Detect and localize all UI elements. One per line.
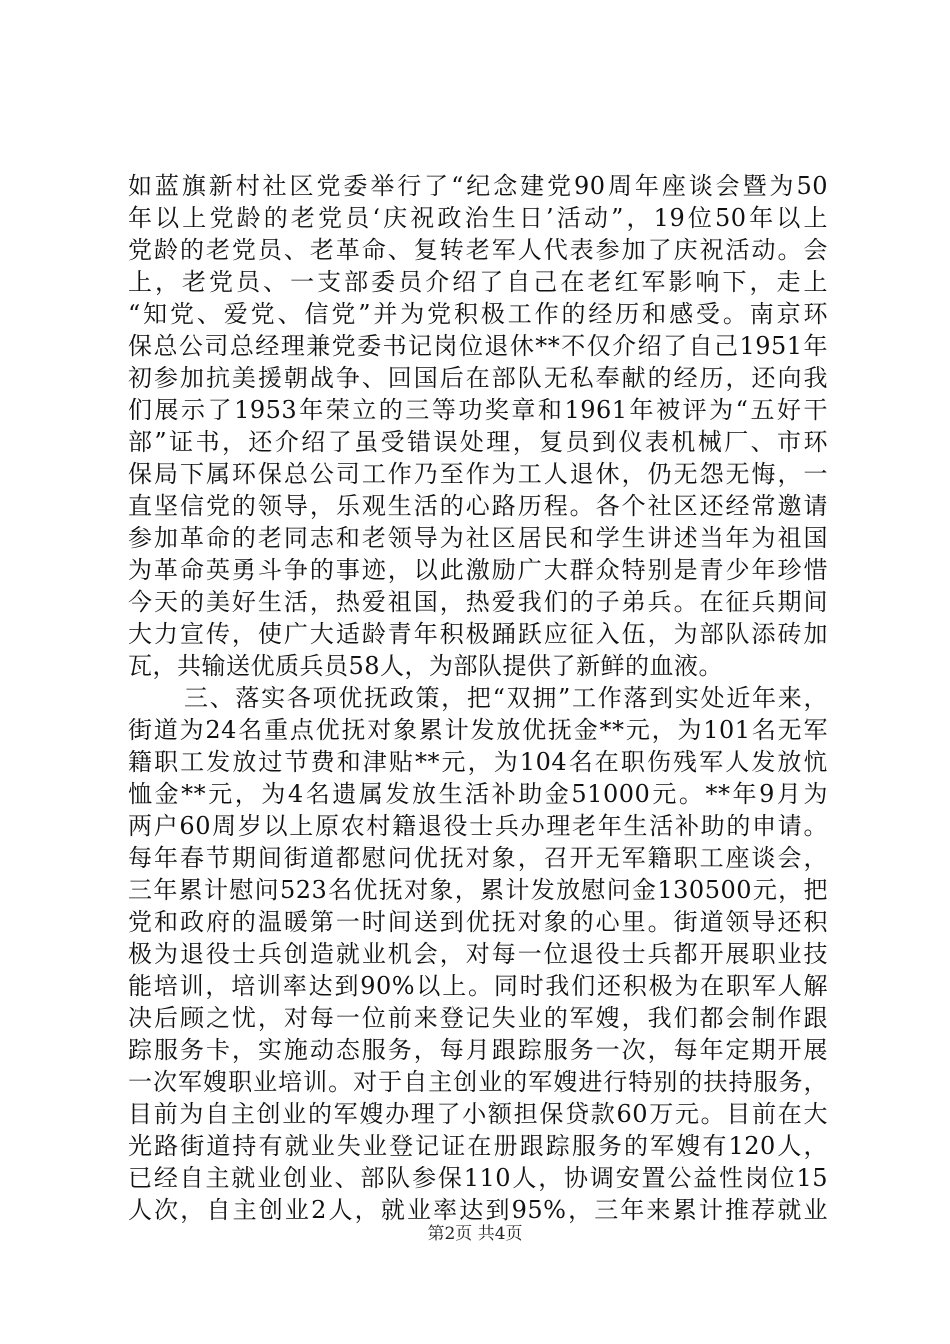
text-line: 目前为自主创业的军嫂办理了小额担保贷款60万元。目前在大 xyxy=(128,1100,828,1128)
text-line: 已经自主就业创业、部队参保110人，协调安置公益性岗位15 xyxy=(128,1164,828,1192)
text-line: 党龄的老党员、老革命、复转老军人代表参加了庆祝活动。会 xyxy=(128,236,828,264)
text-line: 三年累计慰问523名优抚对象，累计发放慰问金130500元，把 xyxy=(128,876,828,904)
text-line: 部”证书，还介绍了虽受错误处理，复员到仪表机械厂、市环 xyxy=(128,428,828,456)
text-line: 每年春节期间街道都慰问优抚对象，召开无军籍职工座谈会， xyxy=(128,844,828,872)
text-line: 一次军嫂职业培训。对于自主创业的军嫂进行特别的扶持服务， xyxy=(128,1068,828,1096)
text-line: 今天的美好生活，热爱祖国，热爱我们的子弟兵。在征兵期间 xyxy=(128,588,828,616)
text-line: “知党、爱党、信党”并为党积极工作的经历和感受。南京环 xyxy=(128,300,828,328)
text-line: 初参加抗美援朝战争、回国后在部队无私奉献的经历，还向我 xyxy=(128,364,828,392)
text-line: 决后顾之忧，对每一位前来登记失业的军嫂，我们都会制作跟 xyxy=(128,1004,828,1032)
page-number-footer: 第2页 共4页 xyxy=(427,1224,523,1244)
text-line: 保总公司总经理兼党委书记岗位退休**不仅介绍了自己1951年 xyxy=(128,332,828,360)
text-line: 直坚信党的领导，乐观生活的心路历程。各个社区还经常邀请 xyxy=(128,492,828,520)
text-line: 为革命英勇斗争的事迹，以此激励广大群众特别是青少年珍惜 xyxy=(128,556,828,584)
text-line: 大力宣传，使广大适龄青年积极踊跃应征入伍，为部队添砖加 xyxy=(128,620,828,648)
text-line: 们展示了1953年荣立的三等功奖章和1961年被评为“五好干 xyxy=(128,396,828,424)
text-line: 人次，自主创业2人，就业率达到95%，三年来累计推荐就业 xyxy=(128,1196,828,1224)
text-line: 籍职工发放过节费和津贴**元，为104名在职伤残军人发放忼 xyxy=(128,748,828,776)
text-line: 参加革命的老同志和老领导为社区居民和学生讲述当年为祖国 xyxy=(128,524,828,552)
body-text xyxy=(128,170,828,1226)
text-line: 踪服务卡，实施动态服务，每月跟踪服务一次，每年定期开展 xyxy=(128,1036,828,1064)
text-line: 光路街道持有就业失业登记证在册跟踪服务的军嫂有120人， xyxy=(128,1132,828,1160)
section-heading-line: 三、落实各项优抚政策，把“双拥”工作落到实处近年来， xyxy=(184,684,828,712)
text-line: 保局下属环保总公司工作乃至作为工人退休，仍无怨无悔，一 xyxy=(128,460,828,488)
text-line: 恤金**元，为4名遗属发放生活补助金51000元。**年9月为 xyxy=(128,780,828,808)
text-line: 能培训，培训率达到90%以上。同时我们还积极为在职军人解 xyxy=(128,972,828,1000)
text-line: 上，老党员、一支部委员介绍了自己在老红军影响下，走上 xyxy=(128,268,828,296)
text-line: 党和政府的温暖第一时间送到优抚对象的心里。街道领导还积 xyxy=(128,908,828,936)
text-line: 街道为24名重点优抚对象累计发放优抚金**元，为101名无军 xyxy=(128,716,828,744)
text-line: 两户60周岁以上原农村籍退役士兵办理老年生活补助的申请。 xyxy=(128,812,828,840)
text-line: 年以上党龄的老党员‘庆祝政治生日’活动”，19位50年以上 xyxy=(128,204,828,232)
text-line: 如蓝旗新村社区党委举行了“纪念建党90周年座谈会暨为50 xyxy=(128,172,828,200)
text-line: 瓦，共输送优质兵员58人，为部队提供了新鲜的血液。 xyxy=(128,652,724,680)
text-line: 极为退役士兵创造就业机会，对每一位退役士兵都开展职业技 xyxy=(128,940,828,968)
